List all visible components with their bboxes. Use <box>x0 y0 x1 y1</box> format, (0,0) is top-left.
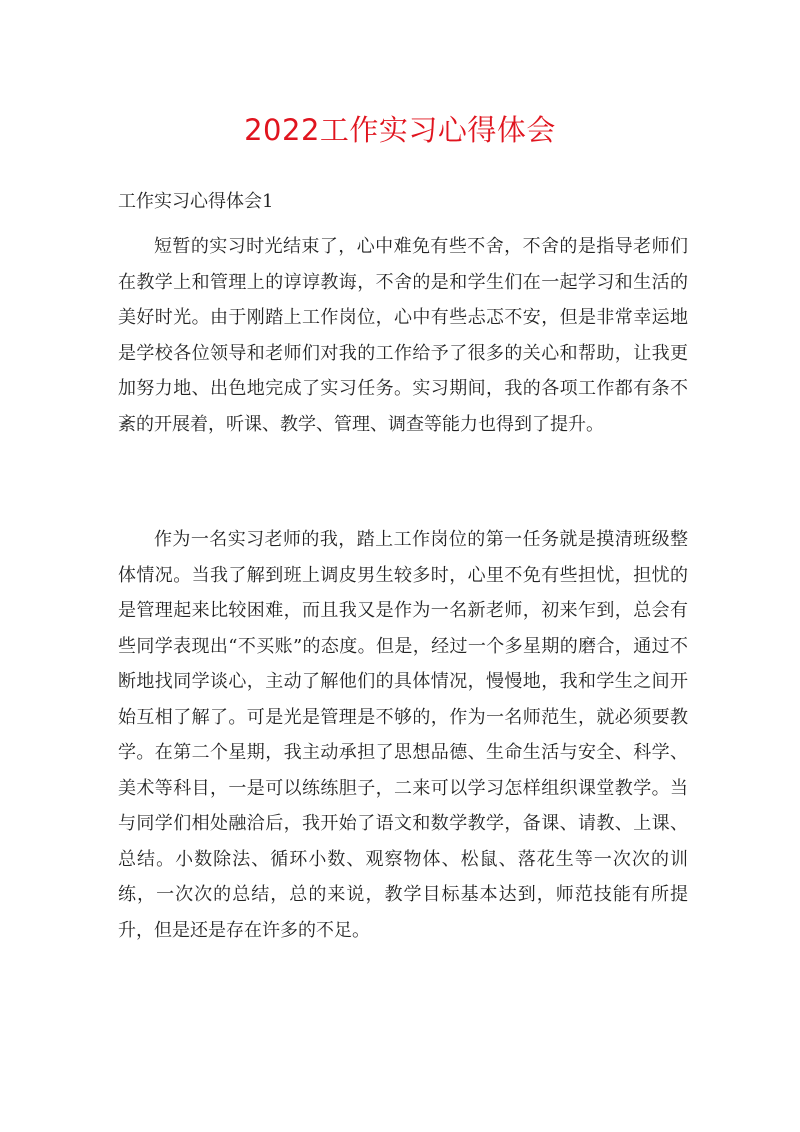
section-heading: 工作实习心得体会1 <box>118 191 274 212</box>
document-title: 2022工作实习心得体会 <box>244 113 556 147</box>
paragraph-1: 短暂的实习时光结束了，心中难免有些不舍，不舍的是指导老师们在教学上和管理上的谆谆教诲，不舍的是和学生们在一起学习和生活的美好时光。由于刚踏上工作岗位，心中有些忐忑不安，但是非常幸运地是学校各位领导和老师们对我的工作给予了很多的关心和帮助，让我更加努力地、出色地完成了实习任务。实习期间，我的各项工作都有条不紊的开展着，听课、教学、管理、调查等能力也得到了提升。 <box>118 236 688 435</box>
paragraph-2: 作为一名实习老师的我，踏上工作岗位的第一任务就是摸清班级整体情况。当我了解到班上调皮男生较多时，心里不免有些担忧，担忧的是管理起来比较困难，而且我又是作为一名新老师，初来乍到，总会有些同学表现出“不买账”的态度。但是，经过一个多星期的磨合，通过不断地找同学谈心，主动了解他们的具体情况，慢慢地，我和学生之间开始互相了解了。可是光是管理是不够的，作为一名师范生，就必须要教学。在第二个星期，我主动承担了思想品德、生命生活与安全、科学、美术等科目，一是可以练练胆子，二来可以学习怎样组织课堂教学。当与同学们相处融洽后，我开始了语文和数学教学，备课、请教、上课、总结。小数除法、循环小数、观察物体、松鼠、落花生等一次次的训练，一次次的总结，总的来说，教学目标基本达到，师范技能有所提升，但是还是存在许多的不足。 <box>118 529 688 941</box>
